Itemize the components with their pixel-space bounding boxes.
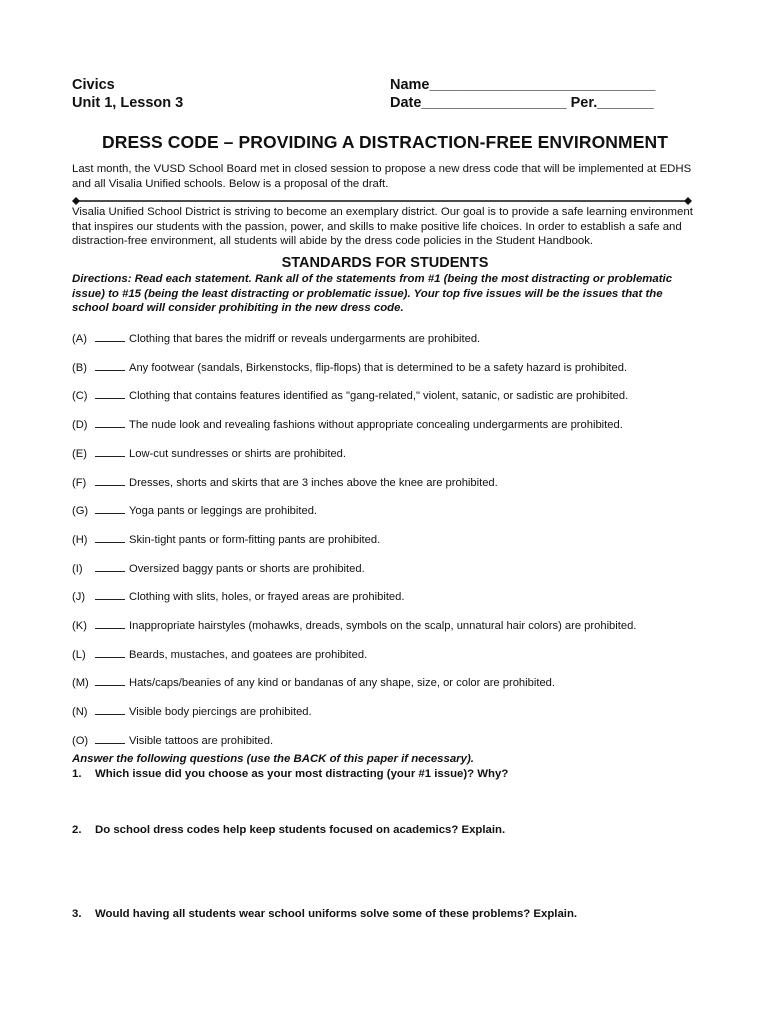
list-item xyxy=(72,474,498,490)
rank-blank[interactable] xyxy=(95,330,125,342)
list-item xyxy=(72,502,317,518)
rank-blank[interactable] xyxy=(95,445,125,457)
rank-blank[interactable] xyxy=(95,732,125,744)
list-item xyxy=(72,445,346,461)
rank-blank[interactable] xyxy=(95,387,125,399)
item-text: Hats/caps/beanies of any kind or bandanas of any shape, size, or color are prohibited. xyxy=(129,677,556,690)
item-letter: (J) xyxy=(72,591,86,604)
item-text: Skin-tight pants or form-fitting pants are prohibited. xyxy=(129,533,381,546)
list-item xyxy=(72,703,312,719)
item-letter: (O) xyxy=(72,734,89,747)
list-item xyxy=(72,617,636,633)
question-text: Do school dress codes help keep students focused on academics? Explain. xyxy=(95,824,506,836)
rank-blank[interactable] xyxy=(95,416,125,428)
item-letter: (H) xyxy=(72,533,88,546)
item-letter: (B) xyxy=(72,361,87,374)
list-item xyxy=(72,560,365,576)
item-letter: (A) xyxy=(72,333,87,345)
item-text: Clothing that contains features identified as "gang-related," violent, satanic, or sadistic are prohibited. xyxy=(129,390,629,403)
unit-label: Unit 1, Lesson 3 xyxy=(72,95,184,111)
rank-blank[interactable] xyxy=(95,502,125,514)
rank-blank[interactable] xyxy=(95,474,125,486)
item-text: Yoga pants or leggings are prohibited. xyxy=(129,505,318,518)
answer-instructions: Answer the following questions (use the BACK of this paper if necessary). xyxy=(72,753,474,765)
standards-heading: STANDARDS FOR STUDENTS xyxy=(281,255,489,271)
question-1 xyxy=(72,768,508,780)
item-text: Beards, mustaches, and goatees are prohibited. xyxy=(129,648,368,661)
item-text: Clothing with slits, holes, or frayed areas are prohibited. xyxy=(129,591,405,604)
item-letter: (C) xyxy=(72,390,88,403)
item-letter: (M) xyxy=(72,677,89,690)
item-letter: (K) xyxy=(72,620,87,632)
list-item xyxy=(72,732,273,748)
rank-blank[interactable] xyxy=(95,588,125,600)
date-field[interactable]: Date__________________ Per._______ xyxy=(390,95,654,111)
list-item xyxy=(72,416,623,432)
list-item xyxy=(72,646,367,662)
rank-blank[interactable] xyxy=(95,531,125,543)
list-item xyxy=(72,387,628,403)
rank-blank[interactable] xyxy=(95,674,125,686)
question-text: Which issue did you choose as your most distracting (your #1 issue)? Why? xyxy=(95,768,509,780)
header-right xyxy=(390,76,655,112)
item-letter: (N) xyxy=(72,706,88,719)
item-text: Oversized baggy pants or shorts are prohibited. xyxy=(129,562,365,575)
name-field[interactable]: Name____________________________ xyxy=(390,77,656,93)
header-left xyxy=(72,76,183,112)
course-label: Civics xyxy=(72,77,115,93)
question-number: 2. xyxy=(72,824,82,836)
item-letter: (E) xyxy=(72,447,87,460)
list-item xyxy=(72,330,480,346)
item-letter: (D) xyxy=(72,419,88,432)
item-text: Dresses, shorts and skirts that are 3 inches above the knee are prohibited. xyxy=(129,476,498,489)
rank-blank[interactable] xyxy=(95,617,125,629)
question-number: 3. xyxy=(72,908,82,920)
item-text: Any footwear (sandals, Birkenstocks, flip-flops) that is determined to be a safety hazard is prohibited. xyxy=(129,361,628,374)
intro-paragraph: Last month, the VUSD School Board met in closed session to propose a new dress code that will be implemented at EDHS and all Visalia Unified schools. Below is a proposal of the draft. xyxy=(72,163,692,190)
question-3 xyxy=(72,908,577,920)
item-letter: (L) xyxy=(72,648,86,661)
item-text: Low-cut sundresses or shirts are prohibited. xyxy=(129,447,347,460)
item-text: Visible body piercings are prohibited. xyxy=(129,706,312,719)
rank-blank[interactable] xyxy=(95,646,125,658)
item-letter: (G) xyxy=(72,505,89,518)
item-letter: (I) xyxy=(72,562,83,575)
rank-blank[interactable] xyxy=(95,703,125,715)
item-text: Inappropriate hairstyles (mohawks, dreads, symbols on the scalp, unnatural hair colors) are prohibited. xyxy=(129,620,637,632)
rank-blank[interactable] xyxy=(95,560,125,572)
directions-text: Directions: Read each statement. Rank all of the statements from #1 (being the most distracting or problematic issue) to #15 (being the least distracting or problematic issue). Your top five issues will be the issues that the school board will consider prohibiting in the new dress code. xyxy=(72,273,673,314)
list-item xyxy=(72,359,627,375)
question-2 xyxy=(72,824,505,836)
list-item xyxy=(72,531,380,547)
mission-paragraph: Visalia Unified School District is striving to become an exemplary district. Our goal is to provide a safe learning environment that inspires our students with the passion, power, and skills to make positive life choices. In order to establish a safe and distraction-free environment, all students will abide by the dress code policies in the Student Handbook. xyxy=(72,206,693,247)
item-text: Clothing that bares the midriff or reveals undergarments are prohibited. xyxy=(129,333,481,345)
section-divider xyxy=(72,197,692,205)
list-item xyxy=(72,588,404,604)
item-letter: (F) xyxy=(72,476,87,489)
page-title: DRESS CODE – PROVIDING A DISTRACTION-FREE ENVIRONMENT xyxy=(102,132,668,152)
item-text: The nude look and revealing fashions without appropriate concealing undergarments are prohibited. xyxy=(129,419,623,432)
list-item xyxy=(72,674,555,690)
item-text: Visible tattoos are prohibited. xyxy=(129,734,274,747)
question-text: Would having all students wear school uniforms solve some of these problems? Explain. xyxy=(95,908,578,920)
question-number: 1. xyxy=(72,768,82,780)
rank-blank[interactable] xyxy=(95,359,125,371)
